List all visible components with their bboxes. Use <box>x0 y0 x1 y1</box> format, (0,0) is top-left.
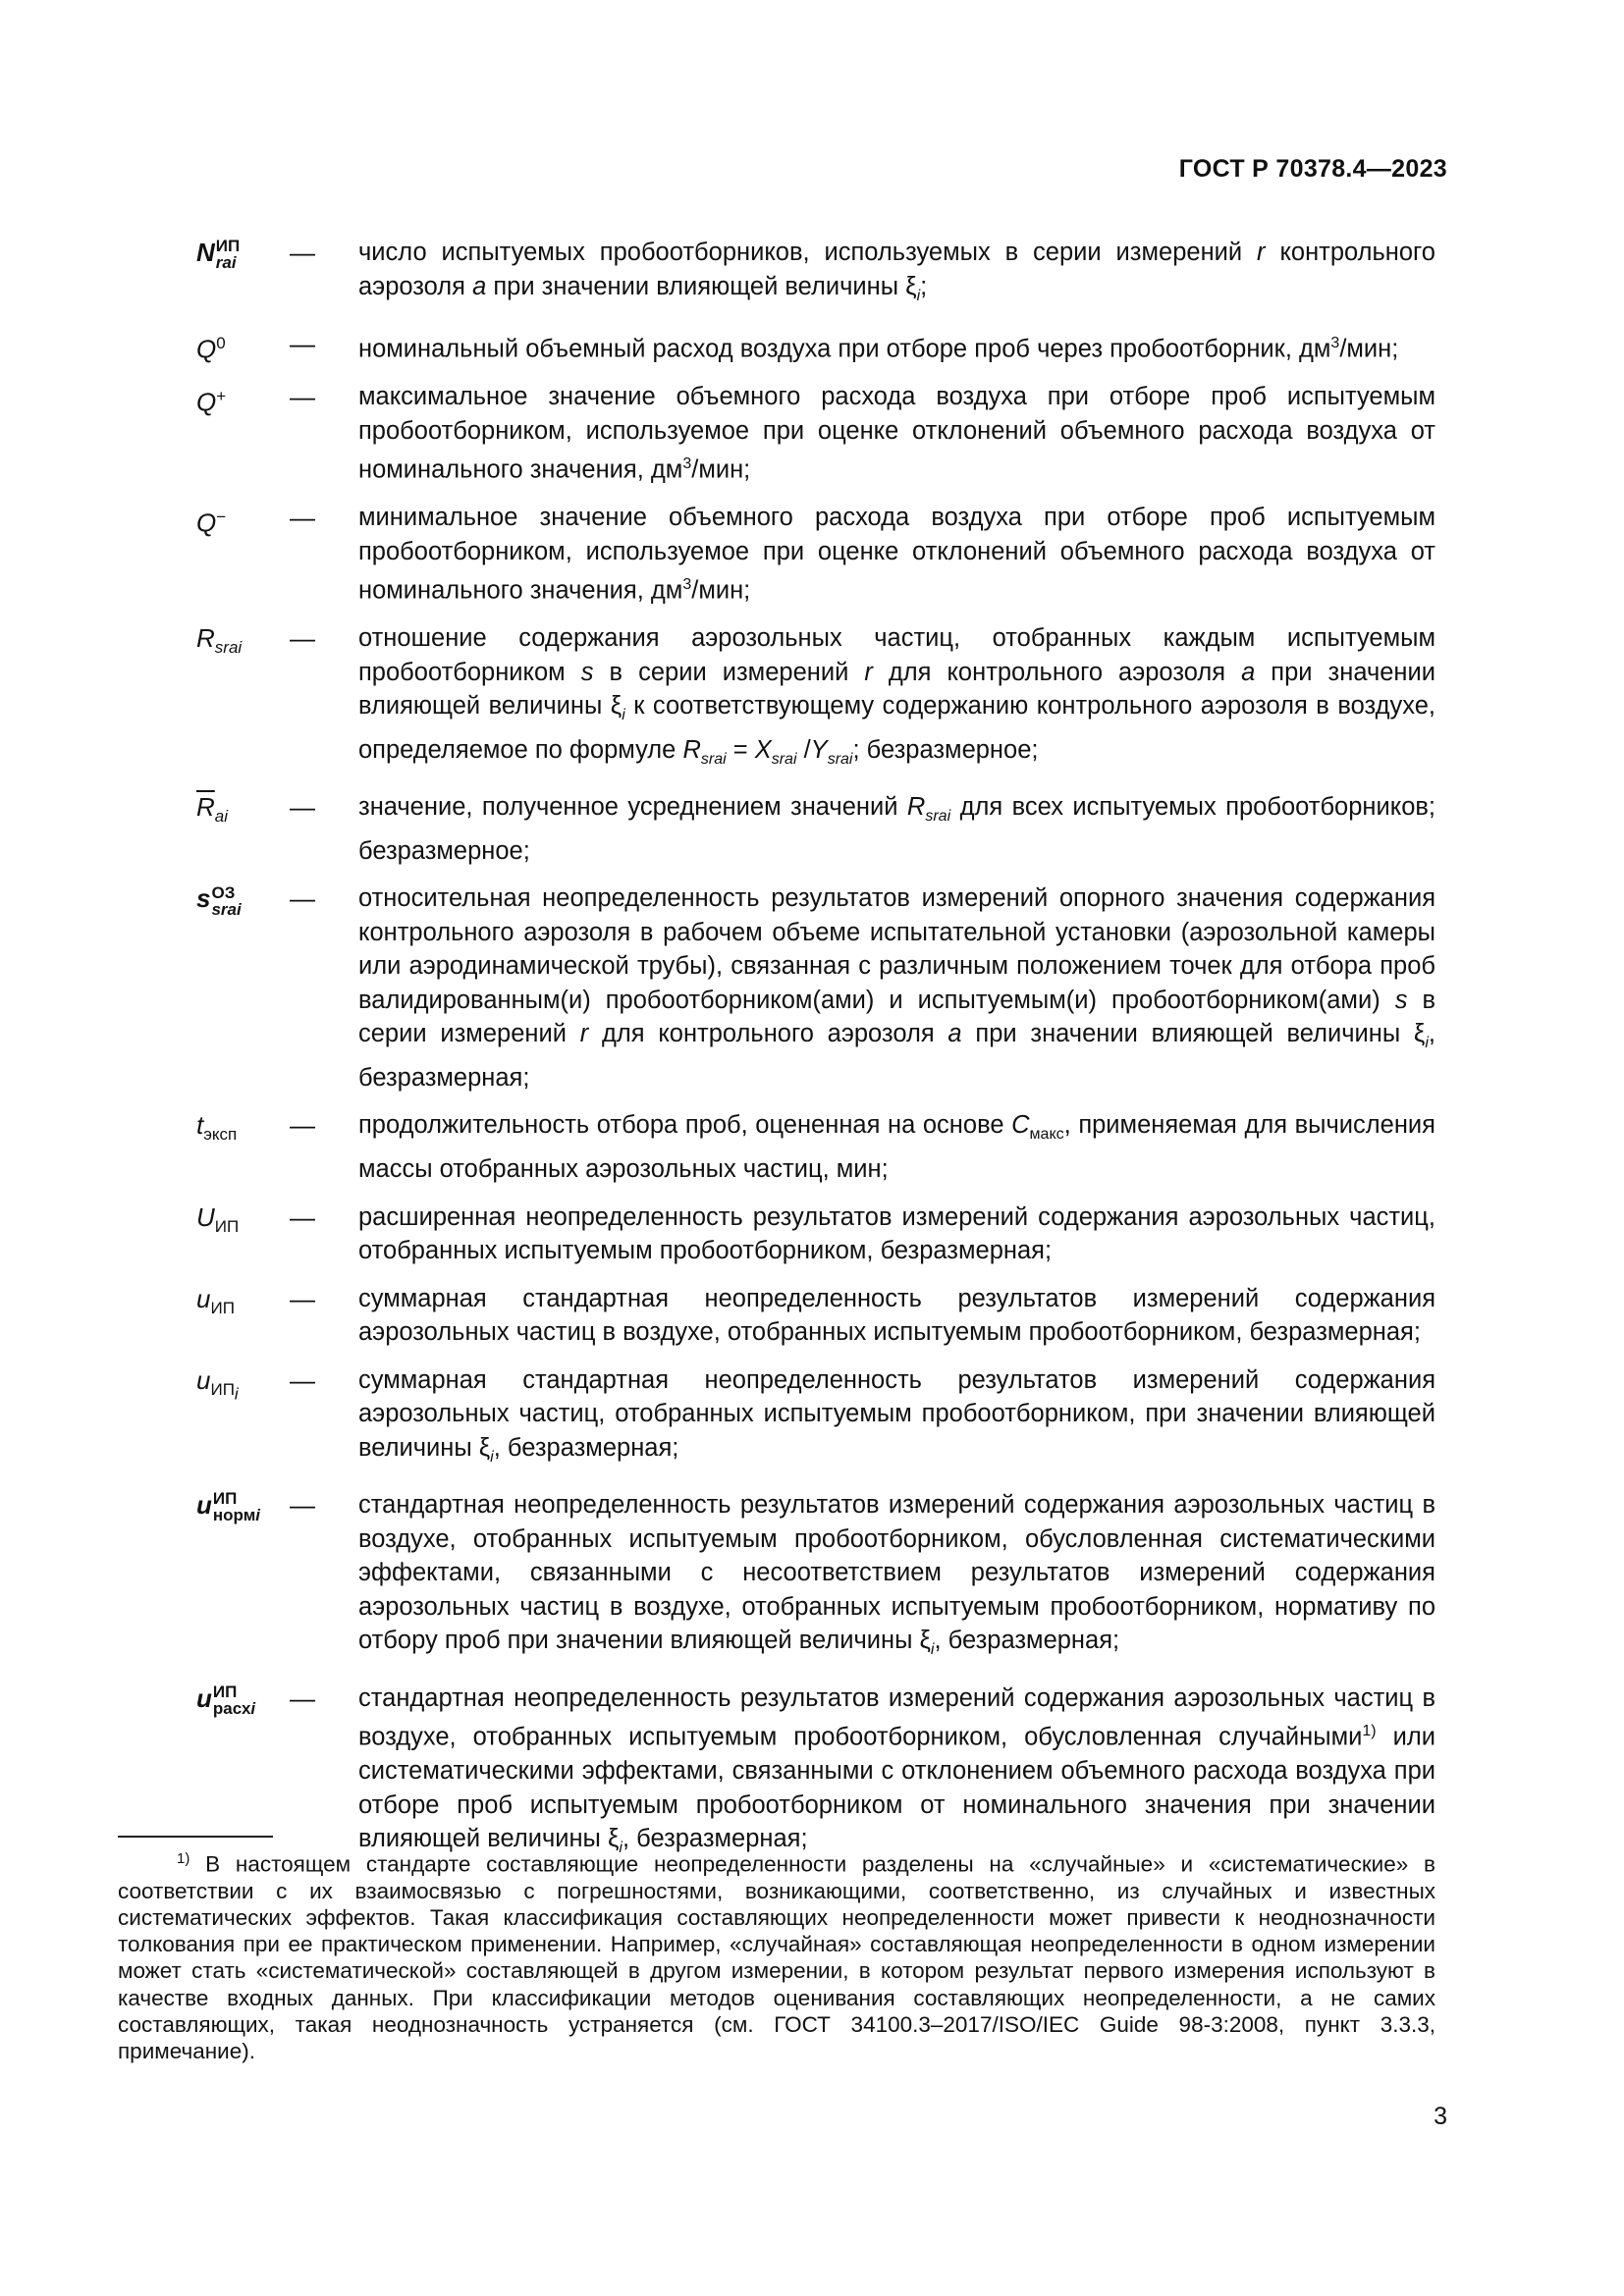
symbol-Q0: $Q^0$ <box>196 334 226 364</box>
dash: — <box>290 1364 315 1395</box>
footnote-separator <box>118 1836 273 1838</box>
definition-row <box>196 881 1435 1095</box>
symbol-u-IP: $u_{ИП}$ <box>196 1283 235 1317</box>
definition-row <box>196 380 1435 487</box>
symbol-t-eksp: $t_{эксп}$ <box>196 1110 238 1145</box>
dash: — <box>290 1201 315 1232</box>
definition-text: суммарная стандартная неопределенность результатов измерений содержания аэрозольных частиц, отобранных испытуемым пробоотборником, при значении влияющей величины $\xi_i$, безразмерная; <box>358 1365 1435 1466</box>
definition-text: отношение содержания аэрозольных частиц, отобранных каждым испытуемым пробоотборником s в серии измерений r для контрольного аэрозоля a при значении влияющей величины $\xi_i$ к соответствующему содержанию контрольного аэрозоля в воздухе, определяемое по формуле $R_{srai} = X_{srai}$ $/Y_{srai}$; безразмерное; <box>358 624 1435 768</box>
definition-text: стандартная неопределенность результатов измерений содержания аэрозольных частиц в воздухе, отобранных испытуемым пробоотборником, обусловленная систематическими эффектами, связанными с несоответствием результатов измерений содержания аэрозольных частиц в воздухе, отобранных испытуемым пробоотборником, нормативу по отбору проб при значении влияющей величины $\xi_i$, безразмерная; <box>358 1491 1435 1659</box>
definition-row <box>196 327 1435 366</box>
footnote-mark: 1) <box>177 1850 190 1867</box>
definition-row <box>196 236 1435 313</box>
symbol-u-rask-i-IP: u ИП расхi <box>196 1682 256 1718</box>
dash: — <box>290 1110 315 1141</box>
definition-row <box>196 1108 1435 1186</box>
definition-text: значение, полученное усреднением значений $R_{srai}$ для всех испытуемых пробоотборников; безразмерное; <box>358 793 1436 865</box>
dash: — <box>290 382 315 412</box>
symbol-Q-plus: Q+ <box>196 387 227 417</box>
definition-row <box>196 621 1435 776</box>
definition-row <box>196 1282 1435 1350</box>
dash: — <box>290 883 315 914</box>
dash: — <box>290 1682 315 1713</box>
definition-row <box>196 790 1435 868</box>
symbol-N-rai-IP: N ИП rai <box>196 237 241 273</box>
document-header: ГОСТ Р 70378.4—2023 <box>1178 155 1447 183</box>
dash: — <box>290 1490 315 1521</box>
definition-row <box>196 501 1435 608</box>
definition-text: минимальное значение объемного расхода воздуха при отборе проб испытуемым пробоотборником, используемое при оценке отклонений объемного расхода воздуха от номинального значения, $дм^3$/мин; <box>358 504 1435 605</box>
symbol-Q-minus: Q− <box>196 507 227 538</box>
dash: — <box>290 329 315 359</box>
definitions-list <box>196 236 1435 1880</box>
symbol-s-srai-OZ: s ОЗ srai <box>196 882 242 919</box>
symbol-U-IP: $U_{ИП}$ <box>196 1201 240 1236</box>
definition-text: суммарная стандартная неопределенность результатов измерений содержания аэрозольных частиц в воздухе, отобранных испытуемым пробоотборником, безразмерная; <box>358 1284 1435 1347</box>
definition-row <box>196 1682 1435 1866</box>
symbol-u-IP-i: $u_{ИП_i}$ <box>196 1364 239 1404</box>
dash: — <box>290 792 315 823</box>
definition-row <box>196 1363 1435 1475</box>
definition-text: максимальное значение объемного расхода воздуха при отборе проб испытуемым пробоотборником, используемое при оценке отклонений объемного расхода воздуха от номинального значения, $дм^3$/мин; <box>358 383 1435 484</box>
definition-row <box>196 1201 1435 1268</box>
definition-text: номинальный объемный расход воздуха при отборе проб через пробоотборник, $дм^3$/мин; <box>358 335 1399 363</box>
definition-text: продолжительность отбора проб, оцененная на основе $C_{макс}$, применяемая для вычисления массы отобранных аэрозольных частиц, мин; <box>358 1111 1435 1184</box>
definition-text: стандартная неопределенность результатов измерений содержания аэрозольных частиц в воздухе, отобранных испытуемым пробоотборником, обусловленная случайными$^{1)}$ или систематическими эффектами, связанными с отклонением объемного расхода воздуха при отборе проб испытуемым пробоотборником от номинального значения при значении влияющей величины $\xi_i$, безразмерная; <box>358 1683 1436 1857</box>
footnote <box>118 1845 1435 2064</box>
symbol-R-bar-ai: $\overline{R}_{ai}$ <box>196 792 229 827</box>
symbol-u-norm-i-IP: u ИП нормi <box>196 1489 261 1525</box>
dash: — <box>290 1283 315 1313</box>
symbol-R-srai: $R_{srai}$ <box>196 623 243 658</box>
dash: — <box>290 238 315 267</box>
dash: — <box>290 623 315 654</box>
footnote-text: В настоящем стандарте составляющие неопределенности разделены на «случайные» и «систематические» в соответствии с их взаимосвязью с погрешностями, возникающими, соответственно, из случайных и известных систематических эффектов. Такая классификация составляющих неопределенности может привести к неоднозначности толкования при ее практическом применении. Например, «случайная» составляющая неопределенности в одном измерении может стать «систематической» составляющей в другом измерении, в котором результат первого измерения используют в качестве входных данных. При классификации методов оценивания составляющих неопределенности, а не самих составляющих, такая неоднозначность устраняется (см. ГОСТ 34100.3–2017/ISO/IEC Guide 98-3:2008, пункт 3.3.3, примечание). <box>118 1851 1435 2063</box>
definition-text: число испытуемых пробоотборников, используемых в серии измерений r контрольного аэрозоля a при значении влияющей величины $\xi_i$; <box>358 239 1435 304</box>
dash: — <box>290 503 315 533</box>
page-number: 3 <box>1434 2103 1447 2130</box>
definition-text: относительная неопределенность результатов измерений опорного значения содержания контрольного аэрозоля в рабочем объеме испытательной установки (аэрозольной камеры или аэродинамической трубы), связанная с различным положением точек для отбора проб валидированным(и) пробоотборником(ами) и испытуемым(и) пробоотборником(ами) s в серии измерений r для контрольного аэрозоля a при значении влияющей величины $\xi_i$, безразмерная; <box>358 884 1436 1092</box>
definition-text: расширенная неопределенность результатов измерений содержания аэрозольных частиц, отобранных испытуемым пробоотборником, безразмерная; <box>358 1202 1435 1265</box>
definition-row <box>196 1488 1435 1668</box>
